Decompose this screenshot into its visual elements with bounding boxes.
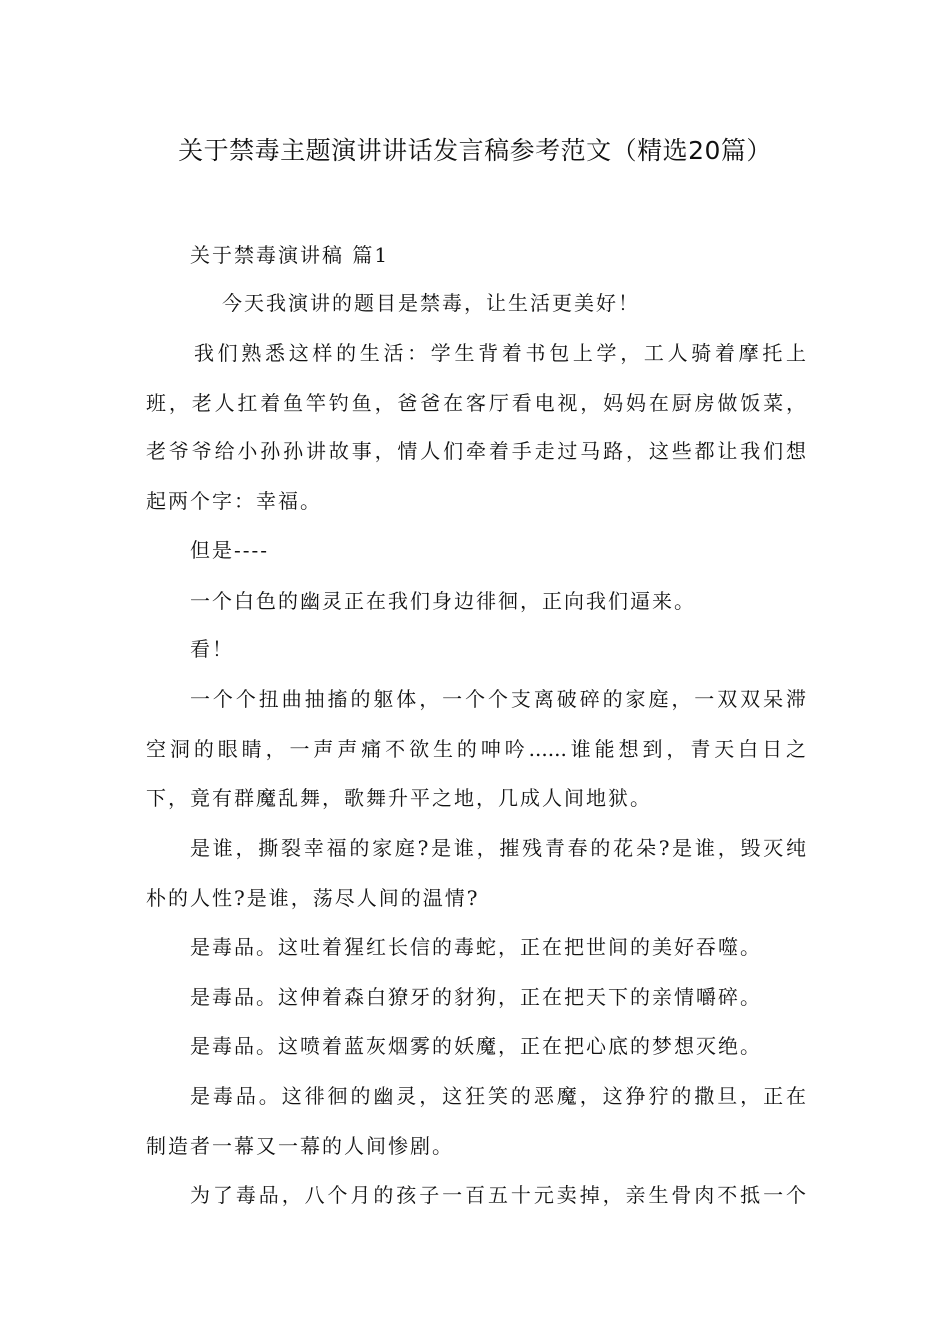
paragraph-line: 一个白色的幽灵正在我们身边徘徊，正向我们逼来。 <box>190 589 696 613</box>
paragraph-line: 下，竟有群魔乱舞，歌舞升平之地，几成人间地狱。 <box>146 786 652 810</box>
paragraph-line: 是毒品。这伸着森白獠牙的豺狗，正在把天下的亲情嚼碎。 <box>190 985 762 1009</box>
paragraph-line: 是毒品。这徘徊的幽灵，这狂笑的恶魔，这狰狞的撒旦，正在 <box>190 1084 806 1108</box>
paragraph-line: 但是---- <box>190 538 270 562</box>
section-heading: 关于禁毒演讲稿 篇1 <box>190 243 390 267</box>
paragraph-line: 是谁，撕裂幸福的家庭?是谁，摧残青春的花朵?是谁，毁灭纯 <box>190 836 806 860</box>
paragraph-line: 是毒品。这喷着蓝灰烟雾的妖魔，正在把心底的梦想灭绝。 <box>190 1034 762 1058</box>
paragraph-line: 起两个字：幸福。 <box>146 489 322 513</box>
document-title: 关于禁毒主题演讲讲话发言稿参考范文（精选20篇） <box>178 136 772 165</box>
paragraph-line: 为了毒品，八个月的孩子一百五十元卖掉，亲生骨肉不抵一个 <box>190 1183 806 1207</box>
paragraph-line: 今天我演讲的题目是禁毒，让生活更美好！ <box>222 291 640 315</box>
paragraph-line: 看！ <box>190 637 234 661</box>
paragraph-line: 空洞的眼睛，一声声痛不欲生的呻吟......谁能想到，青天白日之 <box>146 737 806 761</box>
paragraph-line: 班，老人扛着鱼竿钓鱼，爸爸在客厅看电视，妈妈在厨房做饭菜， <box>146 391 806 415</box>
paragraph-line: 是毒品。这吐着猩红长信的毒蛇，正在把世间的美好吞噬。 <box>190 935 762 959</box>
paragraph-line: 一个个扭曲抽搐的躯体，一个个支离破碎的家庭，一双双呆滞 <box>190 687 806 711</box>
paragraph-line: 我们熟悉这样的生活：学生背着书包上学，工人骑着摩托上 <box>194 341 806 365</box>
paragraph-line: 老爷爷给小孙孙讲故事，情人们牵着手走过马路，这些都让我们想 <box>146 439 806 463</box>
paragraph-line: 朴的人性?是谁，荡尽人间的温情? <box>146 886 480 910</box>
paragraph-line: 制造者一幕又一幕的人间惨剧。 <box>146 1134 454 1158</box>
